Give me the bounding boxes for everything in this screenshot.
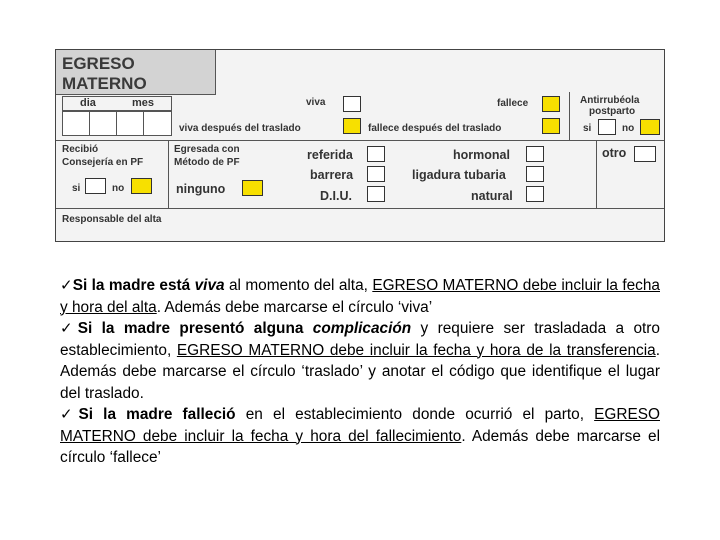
natural-checkbox[interactable] xyxy=(526,186,544,202)
referida-label: referida xyxy=(307,148,353,162)
instruction-bold: Si la madre está xyxy=(72,277,195,294)
consejeria-si-label: si xyxy=(72,183,81,194)
antirrubeola-no-label: no xyxy=(622,123,635,134)
day-digit-2[interactable] xyxy=(89,111,117,136)
viva-traslado-label: viva después del traslado xyxy=(179,123,301,134)
instruction-underline: EGRESO MATERNO debe incluir la fecha y hora del alta xyxy=(60,277,660,316)
date-header xyxy=(62,96,172,111)
divider xyxy=(56,140,664,141)
divider xyxy=(168,140,169,208)
barrera-label: barrera xyxy=(310,168,354,182)
checkmark-icon: ✓ xyxy=(60,276,73,294)
viva-traslado-checkbox[interactable] xyxy=(343,118,361,134)
fallece-traslado-checkbox[interactable] xyxy=(542,118,560,134)
antirrubeola-si-checkbox[interactable] xyxy=(598,119,616,135)
viva-checkbox[interactable] xyxy=(343,96,361,112)
recibio-label-1: Recibió xyxy=(62,144,99,155)
divider xyxy=(569,92,570,140)
egresada-label-2: Método de PF xyxy=(174,157,240,168)
otro-checkbox[interactable] xyxy=(634,146,656,162)
responsable-field[interactable] xyxy=(56,228,664,241)
diu-checkbox[interactable] xyxy=(367,186,385,202)
instruction-text: y requiere ser trasladada a otro establecimiento, xyxy=(60,320,660,359)
instruction-underline: EGRESO MATERNO debe incluir la fecha y hora del fallecimiento xyxy=(60,406,660,445)
form-title-line2: MATERNO xyxy=(62,74,147,93)
responsable-label: Responsable del alta xyxy=(62,214,162,225)
divider xyxy=(56,208,664,209)
referida-checkbox[interactable] xyxy=(367,146,385,162)
ninguno-label: ninguno xyxy=(176,182,226,196)
dia-label: dia xyxy=(80,97,96,109)
instruction-bold-italic: complicación xyxy=(312,320,412,337)
fallece-label: fallece xyxy=(497,98,529,109)
fallece-checkbox[interactable] xyxy=(542,96,560,112)
mes-label: mes xyxy=(132,97,155,109)
instruction-bold: Si la madre falleció xyxy=(78,406,236,423)
antirrubeola-si-label: si xyxy=(583,123,592,134)
antirrubeola-label: Antirrubéola xyxy=(580,95,640,106)
instruction-bold-italic: viva xyxy=(194,277,225,294)
checkmark-icon: ✓ xyxy=(60,319,78,337)
ligadura-checkbox[interactable] xyxy=(526,166,544,182)
diu-label: D.I.U. xyxy=(320,189,352,203)
divider xyxy=(596,140,597,208)
instruction-traslado xyxy=(60,318,660,404)
instruction-tail: . Además debe marcarse el círculo ‘viva’ xyxy=(156,298,433,316)
instruction-text: en el establecimiento donde ocurrió el parto, xyxy=(235,406,595,423)
otro-label: otro xyxy=(602,146,627,160)
instruction-underline: EGRESO MATERNO debe incluir la fecha y hora de la transferencia xyxy=(176,341,656,359)
postparto-label: postparto xyxy=(589,106,636,117)
egresada-label-1: Egresada con xyxy=(174,144,240,155)
instruction-bold: Si la madre presentó alguna xyxy=(77,320,313,337)
hormonal-checkbox[interactable] xyxy=(526,146,544,162)
form-title-line1: EGRESO xyxy=(62,54,135,73)
viva-label: viva xyxy=(306,97,326,108)
egreso-materno-form xyxy=(55,49,665,242)
day-digit-1[interactable] xyxy=(62,111,90,136)
month-digit-2[interactable] xyxy=(143,111,172,136)
form-title xyxy=(56,50,216,95)
fallece-traslado-label: fallece después del traslado xyxy=(368,123,502,134)
instruction-fallece xyxy=(60,404,660,469)
checkmark-icon: ✓ xyxy=(60,405,79,423)
instructions-text xyxy=(60,275,660,469)
antirrubeola-no-checkbox[interactable] xyxy=(640,119,660,135)
ligadura-label: ligadura tubaria xyxy=(412,168,506,182)
barrera-checkbox[interactable] xyxy=(367,166,385,182)
hormonal-label: hormonal xyxy=(453,148,510,162)
month-digit-1[interactable] xyxy=(116,111,144,136)
consejeria-no-checkbox[interactable] xyxy=(131,178,152,194)
natural-label: natural xyxy=(471,189,513,203)
instruction-tail: . Además debe marcarse el círculo ‘fallece’ xyxy=(60,427,660,466)
consejeria-no-label: no xyxy=(112,183,125,194)
instruction-viva xyxy=(60,275,660,318)
recibio-label-2: Consejería en PF xyxy=(62,157,144,168)
consejeria-si-checkbox[interactable] xyxy=(85,178,106,194)
instruction-text: al momento del alta, xyxy=(224,277,373,294)
ninguno-checkbox[interactable] xyxy=(242,180,263,196)
instruction-tail: . Además debe marcarse el círculo ‘traslado’ y anotar el código que identifique el lugar del traslado. xyxy=(60,341,660,402)
